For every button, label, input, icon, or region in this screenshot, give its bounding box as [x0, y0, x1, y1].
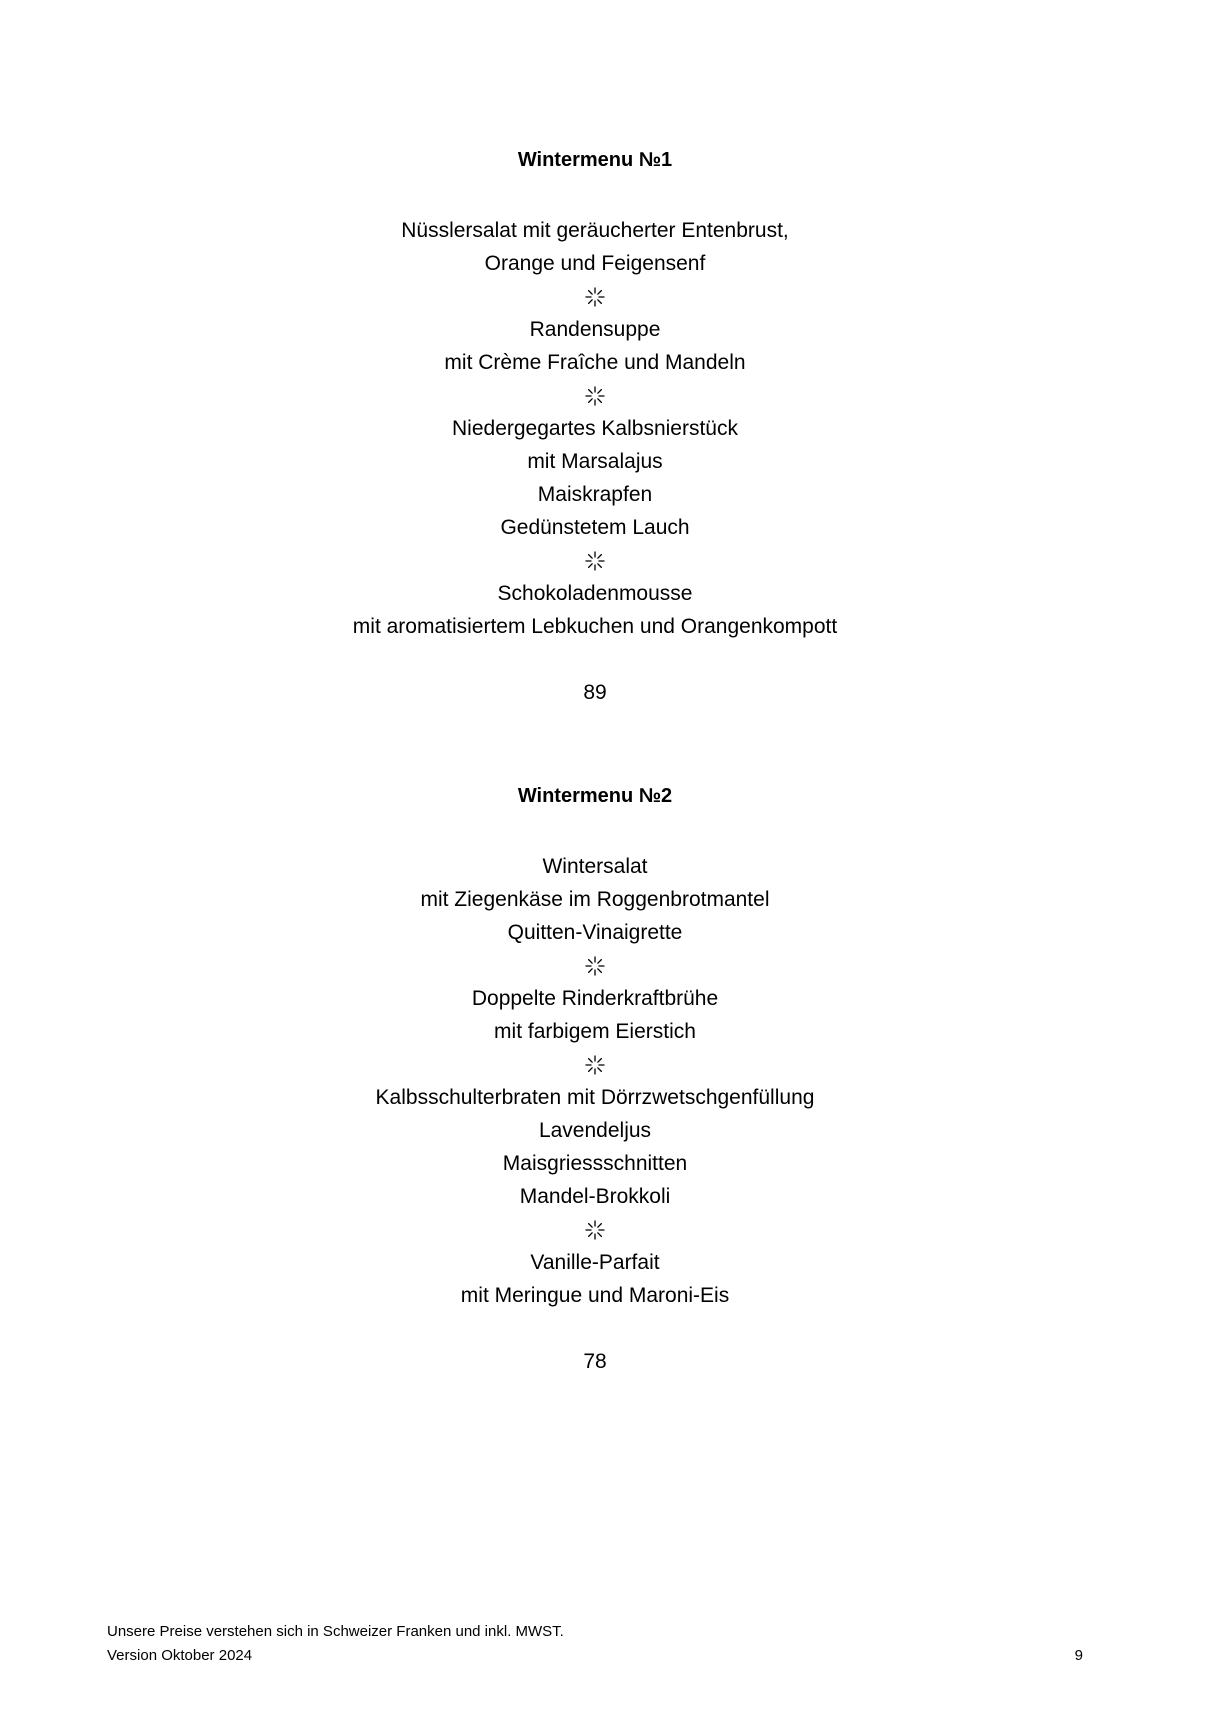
- dish-line: Gedünstetem Lauch: [500, 516, 690, 539]
- menu-section-2: [0, 780, 1190, 1378]
- sparkle-burst-icon: [0, 544, 1190, 577]
- menu-price: 89: [583, 681, 607, 704]
- dish-line: mit farbigem Eierstich: [494, 1020, 696, 1043]
- sparkle-burst-icon: [0, 1048, 1190, 1081]
- dish-line: Randensuppe: [529, 318, 661, 341]
- sparkle-burst-icon: [0, 280, 1190, 313]
- page-number: 9: [1074, 1647, 1083, 1664]
- dish-line: Kalbsschulterbraten mit Dörrzwetschgenfüllung: [375, 1086, 815, 1109]
- dish-line: Quitten-Vinaigrette: [507, 921, 683, 944]
- dish-line: Schokoladenmousse: [497, 582, 693, 605]
- menu-title: Wintermenu №1: [517, 149, 673, 171]
- dish-line: Mandel-Brokkoli: [519, 1185, 671, 1208]
- menu-price: 78: [583, 1350, 607, 1373]
- dish-line: Nüsslersalat mit geräucherter Entenbrust,: [401, 219, 789, 242]
- menu-section-1: [0, 144, 1190, 709]
- menu-title: Wintermenu №2: [517, 785, 673, 807]
- price-note: Unsere Preise verstehen sich in Schweizer Franken und inkl. MWST.: [107, 1623, 564, 1640]
- dish-line: mit Crème Fraîche und Mandeln: [444, 351, 746, 374]
- dish-line: Niedergegartes Kalbsnierstück: [452, 417, 738, 440]
- dish-line: Orange und Feigensenf: [484, 252, 706, 275]
- dish-line: mit aromatisiertem Lebkuchen und Orangenkompott: [352, 615, 838, 638]
- footer: [107, 1620, 564, 1668]
- dish-line: mit Marsalajus: [527, 450, 663, 473]
- dish-line: mit Meringue und Maroni-Eis: [460, 1284, 730, 1307]
- dish-line: Doppelte Rinderkraftbrühe: [471, 987, 719, 1010]
- course-list: [0, 850, 1190, 1312]
- dish-line: Maiskrapfen: [537, 483, 653, 506]
- sparkle-burst-icon: [0, 379, 1190, 412]
- sparkle-burst-icon: [0, 949, 1190, 982]
- dish-line: Vanille-Parfait: [530, 1251, 660, 1274]
- version-note: Version Oktober 2024: [107, 1647, 253, 1664]
- dish-line: Maisgriessschnitten: [502, 1152, 688, 1175]
- dish-line: Lavendeljus: [538, 1119, 652, 1142]
- dish-line: Wintersalat: [542, 855, 648, 878]
- sparkle-burst-icon: [0, 1213, 1190, 1246]
- dish-line: mit Ziegenkäse im Roggenbrotmantel: [420, 888, 770, 911]
- course-list: [0, 214, 1190, 643]
